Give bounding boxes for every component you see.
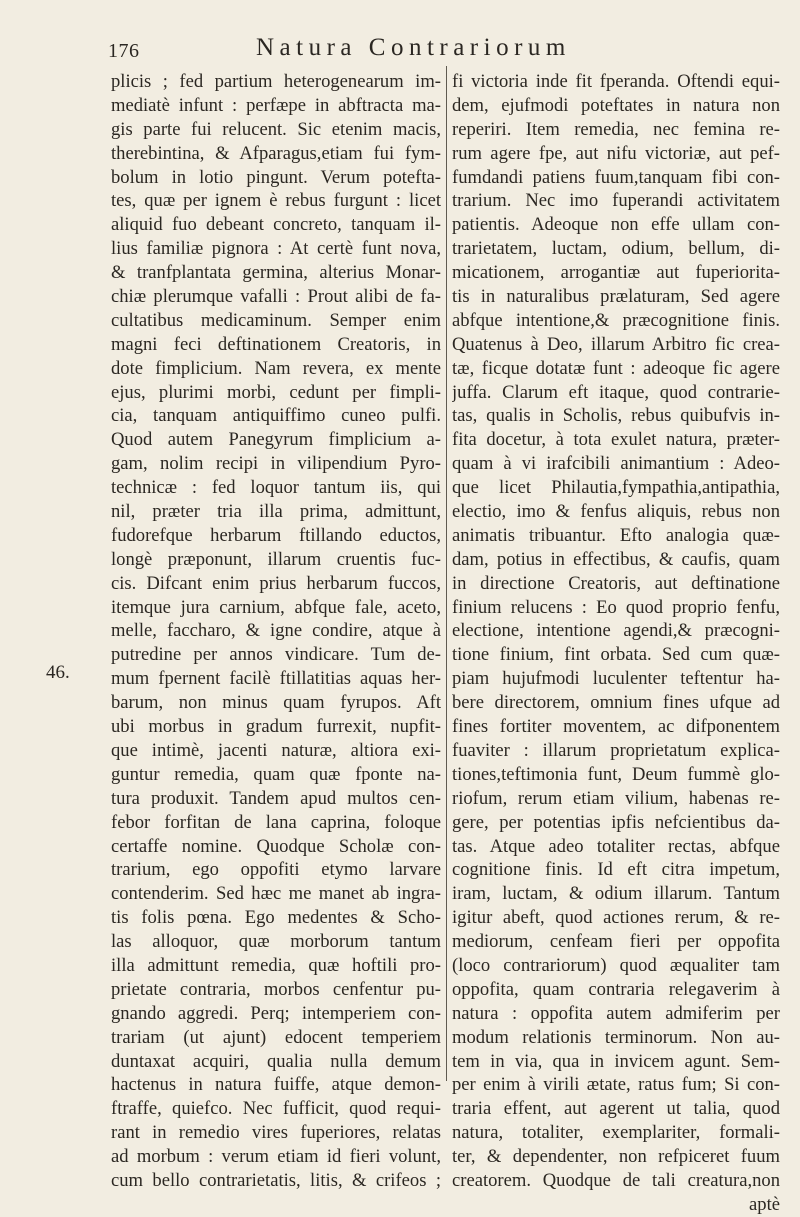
right-column-line: mediorum, cenfeam fieri per oppofita bbox=[452, 931, 780, 953]
left-column-line: hactenus in natura fuiffe, atque demon- bbox=[111, 1074, 441, 1096]
right-column-line: bere directorem, omnium fines ufque ad bbox=[452, 692, 780, 714]
right-column-line: finium relucens : Eo quod proprio fenfu, bbox=[452, 596, 780, 618]
left-column-line: febor forfitan de lana caprina, foloque bbox=[111, 811, 441, 833]
left-column-line: ejus, plurimi morbi, cedunt per fimpli- bbox=[111, 381, 441, 403]
right-column-line: tiones,teftimonia funt, Deum fummè glo- bbox=[452, 763, 780, 785]
right-column-line: natura, totaliter, exemplariter, formali- bbox=[452, 1122, 780, 1144]
left-column-line: nil, præter tria illa prima, admittunt, bbox=[111, 501, 441, 523]
left-column-line: plicis ; fed partium heterogenearum im- bbox=[111, 71, 441, 92]
right-column-line: patientis. Adeoque non effe ullam con- bbox=[452, 214, 780, 236]
page-number: 176 bbox=[108, 40, 140, 62]
right-column-line: per enim à virili ætate, ratus fum; Si con- bbox=[452, 1074, 780, 1096]
left-column-line: duntaxat acquiri, qualia nulla demum bbox=[111, 1050, 441, 1072]
left-column-line: technicæ : fed loquor tantum iis, qui bbox=[111, 477, 441, 499]
left-column-line: putredine per annos vindicare. Tum de- bbox=[111, 644, 441, 666]
right-column-line: aptè bbox=[749, 1193, 780, 1215]
right-column-line: abfque intentione,& præcognitione finis. bbox=[452, 309, 780, 331]
right-column-line: ter, & dependenter, non refpiceret fuum bbox=[452, 1146, 780, 1168]
left-column-line: lius familiæ pignora : At certè funt nova, bbox=[111, 238, 441, 260]
left-column-line: cultatibus medicaminum. Semper enim bbox=[111, 309, 441, 331]
left-column-line: trariam (ut ajunt) edocent temperiem bbox=[111, 1026, 441, 1048]
left-column-line: guntur remedia, quam quæ fponte na- bbox=[111, 763, 441, 785]
left-column-line: rant in remedio vires fuperiores, relatas bbox=[111, 1122, 441, 1144]
right-column-line: trarium. Nec imo fuperandi activitatem bbox=[452, 190, 780, 212]
right-column-line: creatorem. Quodque de tali creatura,non bbox=[452, 1169, 780, 1191]
right-column-line: fumdandi patiens fuum,tanquam fibi con- bbox=[452, 166, 780, 188]
left-column-line: certaffe nomine. Quodque Scholæ con- bbox=[111, 835, 441, 857]
right-column-line: que licet Philautia,fympathia,antipathia, bbox=[452, 477, 780, 499]
left-column-line: illa admittunt remedia, quæ hoftili pro- bbox=[111, 954, 441, 976]
left-column-line: tura produxit. Tandem apud multos cen- bbox=[111, 787, 441, 809]
right-column-line: natura : oppofita autem admiferim per bbox=[452, 1002, 780, 1024]
left-column-line: tes, quæ per ignem è rebus furgunt : licet bbox=[111, 190, 441, 212]
right-column-line: dam, potius in effectibus, & caufis, quam bbox=[452, 548, 780, 570]
right-column-line: tem in via, qua in invicem agunt. Sem- bbox=[452, 1050, 780, 1072]
right-column-line: tas. Atque adeo totaliter rectas, abfque bbox=[452, 835, 780, 857]
left-column-line: melle, faccharo, & igne condire, atque à bbox=[111, 620, 441, 642]
right-column-line: in directione Creatoris, aut deftinatione bbox=[452, 572, 780, 594]
right-column-line: fita docetur, à tota exulet natura, præter- bbox=[452, 429, 780, 451]
right-column-line: dem, ejufmodi poteftates in natura non bbox=[452, 94, 780, 116]
left-column-line: que intimè, jacenti naturæ, altiora exi- bbox=[111, 739, 441, 761]
left-column-line: bolum in lotio pingunt. Verum potefta- bbox=[111, 166, 441, 188]
running-head: Natura Contrariorum bbox=[256, 34, 571, 61]
page-header bbox=[110, 34, 760, 64]
right-column-line: tæ, ficque dotatæ funt : adeoque fic agere bbox=[452, 357, 780, 379]
right-column-line: modum relationis terminorum. Non au- bbox=[452, 1026, 780, 1048]
right-column-line: animatis tribuantur. Efto analogia quæ- bbox=[452, 524, 780, 546]
right-column-line: oppofita, quam contraria relegaverim à bbox=[452, 978, 780, 1000]
left-column-line: las alloquor, quæ morborum tantum bbox=[111, 931, 441, 953]
right-column-line: riofum, rerum etiam vilium, habenas re- bbox=[452, 787, 780, 809]
left-column-line: aliquid fuo debeant concreto, tanquam il- bbox=[111, 214, 441, 236]
left-column-line: ubi morbus in gradum furrexit, nupfit- bbox=[111, 716, 441, 738]
right-column-line: tis in naturalibus prælaturam, Sed agere bbox=[452, 286, 780, 308]
left-column bbox=[111, 70, 441, 1193]
right-column-line: fi victoria inde fit fperanda. Oftendi equi- bbox=[452, 71, 780, 92]
left-column-line: longè præponunt, illarum cruentis fuc- bbox=[111, 548, 441, 570]
right-column-line: tas, qualis in Scholis, rebus quibufvis in- bbox=[452, 405, 780, 427]
column-divider bbox=[446, 66, 447, 1081]
right-column-line: cognitione finis. Id eft citra impetum, bbox=[452, 859, 780, 881]
right-column-line: fines fortiter moventem, ac difponentem bbox=[452, 716, 780, 738]
right-column-line: traria effent, aut agerent ut talia, quod bbox=[452, 1098, 780, 1120]
marginal-note: 46. bbox=[46, 662, 70, 683]
left-column-line: gnando aggredi. Perq; intemperiem con- bbox=[111, 1002, 441, 1024]
left-column-line: gam, nolim recipi in vilipendium Pyro- bbox=[111, 453, 441, 475]
left-column-line: fudorefque herbarum ftillando eductos, bbox=[111, 524, 441, 546]
left-column-line: cum bello contrarietatis, litis, & crifeos ; bbox=[111, 1169, 441, 1191]
left-column-line: barum, non minus quam fyrupos. Aft bbox=[111, 692, 441, 714]
right-column-line: fuaviter : illarum proprietatum explica- bbox=[452, 739, 780, 761]
right-column bbox=[452, 70, 780, 1217]
left-column-line: prietate contraria, morbos cenfentur pu- bbox=[111, 978, 441, 1000]
right-column-line: igitur abeft, quod actiones rerum, & re- bbox=[452, 907, 780, 929]
left-column-line: chiæ plerumque vafalli : Prout alibi de fa- bbox=[111, 286, 441, 308]
left-column-line: mum fpernent facilè ftillatitias aquas her- bbox=[111, 668, 441, 690]
right-column-line: quam à vi irafcibili animantium : Adeo- bbox=[452, 453, 780, 475]
right-column-line: trarietatem, luctam, odium, bellum, di- bbox=[452, 238, 780, 260]
left-column-line: magni feci deftinationem Creatoris, in bbox=[111, 333, 441, 355]
left-column-line: trarium, ego oppofiti etymo larvare bbox=[111, 859, 441, 881]
right-column-line: (loco contrariorum) quod æqualiter tam bbox=[452, 954, 780, 976]
right-column-line: micationem, arrogantiæ aut fuperiorita- bbox=[452, 262, 780, 284]
right-column-line: reperiri. Item remedia, nec femina re- bbox=[452, 118, 780, 140]
left-column-line: tis folis pœna. Ego medentes & Scho- bbox=[111, 907, 441, 929]
right-column-line: iram, luctam, & odium illarum. Tantum bbox=[452, 883, 780, 905]
left-column-line: ftraffe, quiefco. Nec fufficit, quod requi- bbox=[111, 1098, 441, 1120]
right-column-line: electione, intentione agendi,& præcogni- bbox=[452, 620, 780, 642]
left-column-line: dote fimplicium. Nam revera, ex mente bbox=[111, 357, 441, 379]
left-column-line: gis parte fui relucent. Sic etenim macis, bbox=[111, 118, 441, 140]
left-column-line: contenderim. Sed hæc me manet ab ingra- bbox=[111, 883, 441, 905]
left-column-line: cis. Difcant enim prius herbarum fuccos, bbox=[111, 572, 441, 594]
left-column-line: Quod autem Panegyrum fimplicium a- bbox=[111, 429, 441, 451]
right-column-line: piam hujufmodi luculenter teftentur ha- bbox=[452, 668, 780, 690]
right-column-line: rum agere fpe, aut nifu victoriæ, aut pef- bbox=[452, 142, 780, 164]
right-column-line: juffa. Clarum eft itaque, quod contrarie- bbox=[452, 381, 780, 403]
left-column-line: ad morbum : verum etiam id fieri volunt, bbox=[111, 1146, 441, 1168]
left-column-line: itemque jura carnium, abfque fale, aceto, bbox=[111, 596, 441, 618]
right-column-line: electio, imo & fenfus aliquis, rebus non bbox=[452, 501, 780, 523]
right-column-line: gere, per potentias ipfis nefcientibus da- bbox=[452, 811, 780, 833]
left-column-line: therebintina, & Afparagus,etiam fui fym- bbox=[111, 142, 441, 164]
right-column-line: Quatenus à Deo, illarum Arbitro fic crea- bbox=[452, 333, 780, 355]
right-column-line: tione finium, fint orbata. Sed cum quæ- bbox=[452, 644, 780, 666]
left-column-line: mediatè infunt : perfæpe in abftracta ma- bbox=[111, 94, 441, 116]
left-column-line: & tranfplantata germina, alterius Monar- bbox=[111, 262, 441, 284]
left-column-line: cia, tanquam antiquiffimo cuneo pulfi. bbox=[111, 405, 441, 427]
